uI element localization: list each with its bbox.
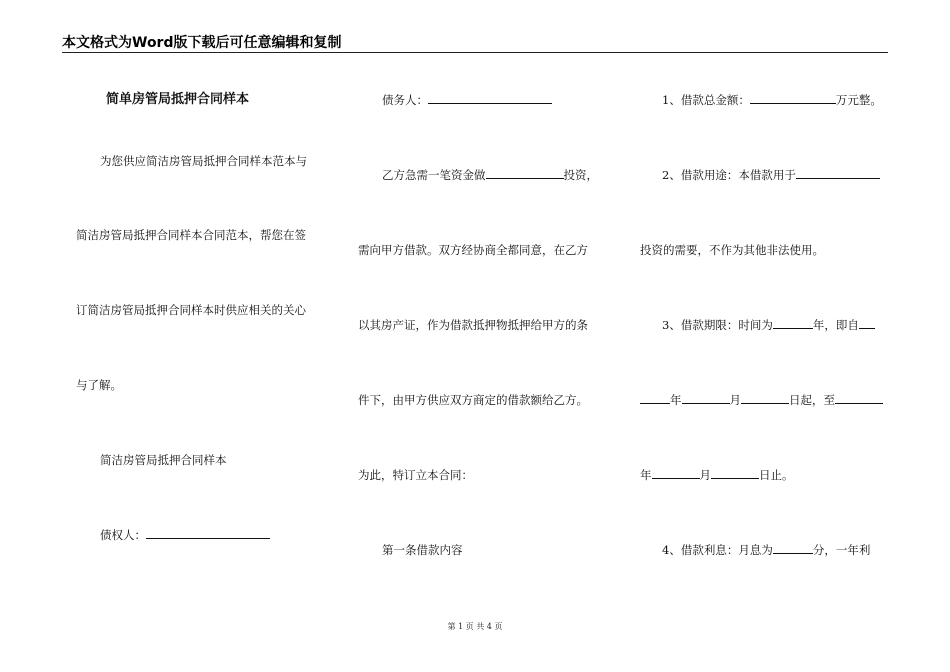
investment-blank [486, 168, 564, 179]
end-date-line [640, 468, 794, 482]
column-3 [640, 60, 888, 620]
day-blank [711, 468, 759, 479]
header-text: 本文格式为Word版下载后可任意编辑和复制 [62, 35, 342, 51]
month-blank [682, 393, 730, 404]
text-segment: 投资， [563, 168, 598, 182]
section-heading: 第一条借款内容 [382, 543, 463, 557]
text-segment: 日起，至 [789, 393, 835, 407]
paragraph-line: 需向甲方借款。双方经协商全都同意，在乙方 [358, 243, 588, 257]
creditor-line [100, 528, 270, 542]
text-segment: 年 [640, 468, 652, 482]
paragraph-line: 简洁房管局抵押合同样本合同范本，帮您在签 [76, 228, 306, 242]
text-segment: 4、借款利息：月息为 [662, 543, 773, 557]
creditor-label: 债权人： [100, 528, 146, 542]
paragraph-line: 为您供应简洁房管局抵押合同样本范本与 [100, 154, 307, 168]
item-3-line [662, 318, 875, 332]
day-blank [741, 393, 789, 404]
text-segment: 1、借款总金额： [662, 93, 750, 107]
document-title: 简单房管局抵押合同样本 [106, 92, 250, 107]
month-blank [652, 468, 700, 479]
page-footer: 第 1 页 共 4 页 [447, 622, 503, 631]
start-year-blank [859, 318, 875, 329]
paragraph-line [382, 168, 598, 182]
term-blank [773, 318, 813, 329]
item-1-line [662, 93, 882, 107]
text-segment: 月 [729, 393, 741, 407]
paragraph-line: 件下，由甲方供应双方商定的借款额给乙方。 [358, 393, 588, 407]
debtor-blank [428, 93, 552, 104]
paragraph-line: 与了解。 [76, 378, 122, 392]
text-segment: 3、借款期限：时间为 [662, 318, 773, 332]
text-segment: 年 [670, 393, 682, 407]
creditor-blank [146, 528, 270, 539]
text-segment: 日止。 [759, 468, 794, 482]
amount-blank [750, 93, 836, 104]
year-blank [640, 393, 670, 404]
paragraph-line: 为此，特订立本合同： [358, 468, 473, 482]
start-date-line [640, 393, 883, 407]
paragraph-line: 投资的需要，不作为其他非法使用。 [640, 243, 824, 257]
text-segment: 年，即自 [812, 318, 859, 332]
text-segment: 万元整。 [835, 93, 882, 107]
subtitle-line: 简洁房管局抵押合同样本 [100, 453, 227, 467]
interest-blank [773, 543, 813, 554]
item-2-line [662, 168, 880, 182]
column-2 [358, 60, 608, 620]
purpose-blank [796, 168, 880, 179]
text-segment: 2、借款用途：本借款用于 [662, 168, 796, 182]
paragraph-line: 订简洁房管局抵押合同样本时供应相关的关心 [76, 303, 306, 317]
text-segment: 分，一年利 [812, 543, 871, 557]
end-year-blank [835, 393, 883, 404]
document-header [62, 34, 888, 53]
text-segment: 月 [699, 468, 711, 482]
item-4-line [662, 543, 870, 557]
paragraph-line: 以其房产证，作为借款抵押物抵押给甲方的条 [358, 318, 588, 332]
column-1 [74, 60, 324, 620]
text-segment: 乙方急需一笔资金做 [382, 168, 486, 182]
debtor-label: 债务人： [382, 93, 428, 107]
debtor-line [382, 93, 552, 107]
